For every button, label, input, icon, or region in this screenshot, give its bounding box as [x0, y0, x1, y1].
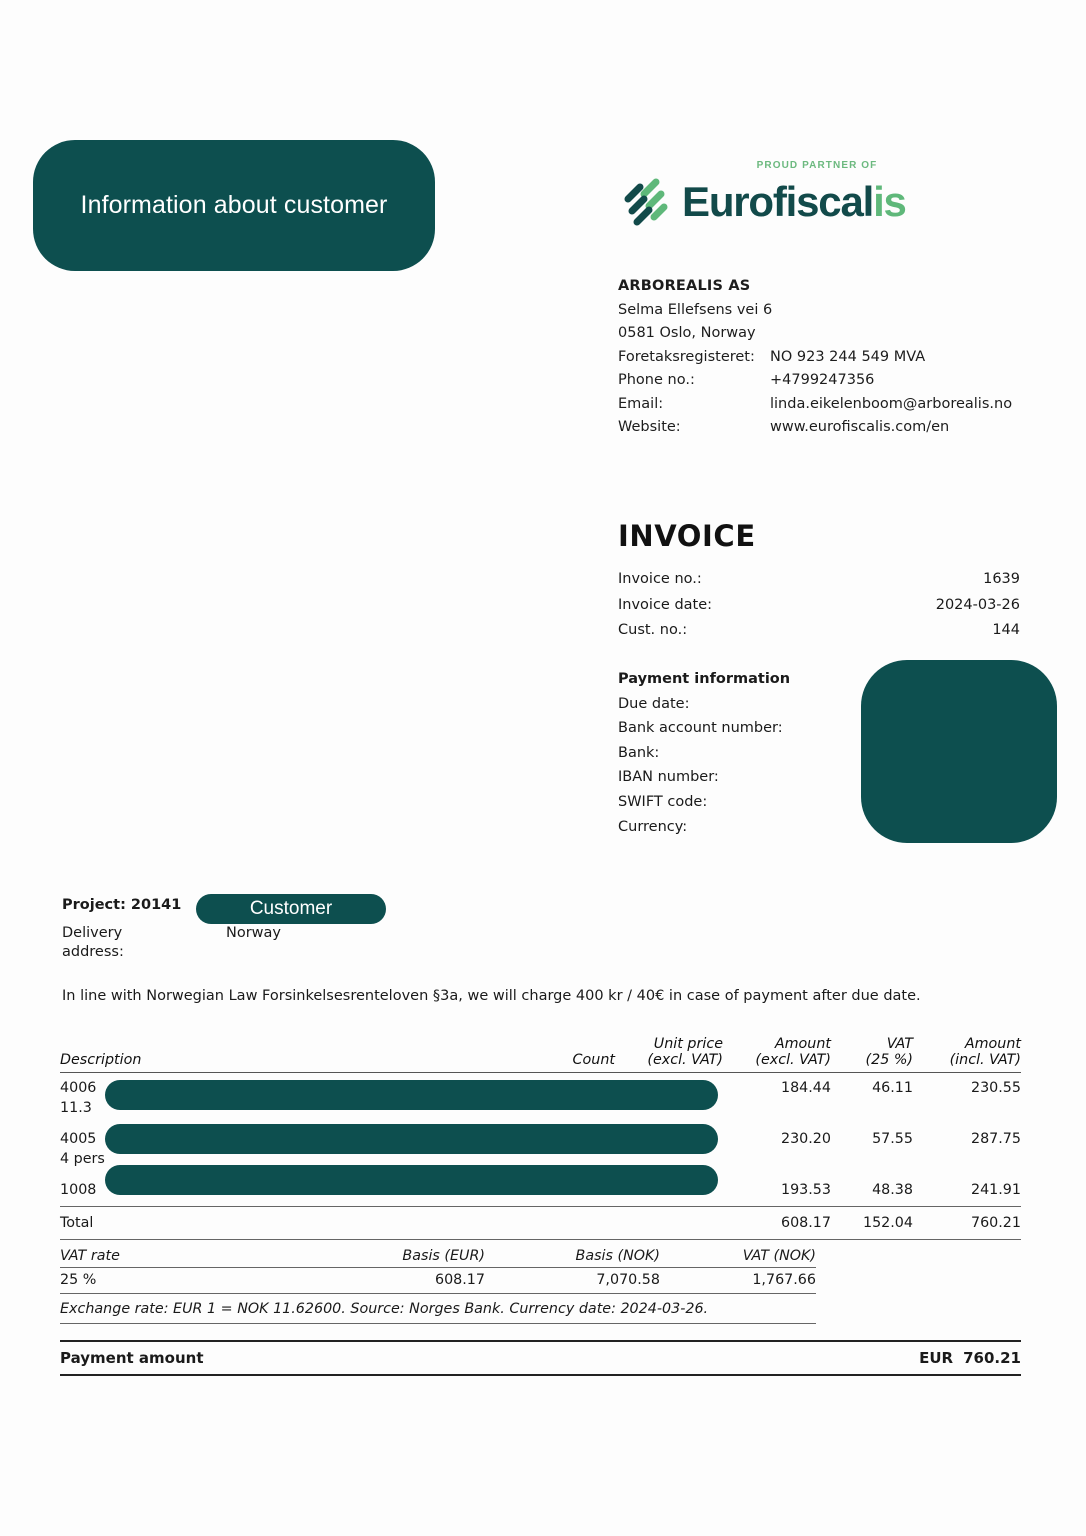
- payment-amount-bar: [60, 1340, 1021, 1376]
- invoice-number-row: [618, 567, 1020, 593]
- company-phone-row: [618, 369, 1038, 393]
- vat-table-body: [60, 1268, 816, 1294]
- page-title: INVOICE: [618, 519, 756, 553]
- brand-wordmark: [682, 178, 906, 225]
- header-amount-excl-line2: (excl. VAT): [755, 1052, 831, 1068]
- header-unit-price: [615, 1036, 723, 1073]
- delivery-address-label-line2: address:: [62, 944, 124, 960]
- payment-information-heading: Payment information: [618, 671, 791, 687]
- company-registry-value: NO 923 244 549 MVA: [770, 348, 926, 365]
- company-email-value: linda.eikelenboom@arborealis.no: [770, 395, 1013, 412]
- vat-table-foot: [60, 1294, 816, 1324]
- items-table-head: [60, 1036, 1021, 1073]
- redaction-item-3-description: [105, 1165, 718, 1195]
- company-registry-row: [618, 346, 1038, 370]
- total-amount-excl-vat: 608.17: [780, 1215, 831, 1231]
- header-vat-line1: VAT: [886, 1036, 913, 1052]
- header-amount-excl-vat: [723, 1036, 831, 1073]
- company-email-row: [618, 393, 1038, 417]
- late-payment-legal-note: In line with Norwegian Law Forsinkelsesrenteloven §3a, we will charge 400 kr / 40€ in case of payment after due date.: [62, 988, 921, 1004]
- callout-customer: [196, 894, 386, 924]
- vat-header-row: [60, 1248, 816, 1268]
- header-vat: [831, 1036, 913, 1073]
- eurofiscalis-dashes-icon: [618, 177, 674, 227]
- company-phone-value: +4799247356: [770, 372, 875, 388]
- iban-number-label: IBAN number:: [618, 769, 719, 786]
- customer-number-row: [618, 618, 1020, 644]
- row-description-line2: 4 pers: [60, 1151, 105, 1167]
- due-date-label: Due date:: [618, 695, 690, 712]
- payment-amount-label: Payment amount: [60, 1349, 204, 1367]
- company-website-value: www.eurofiscalis.com/en: [770, 419, 950, 435]
- delivery-address-value: Norway: [226, 925, 282, 941]
- total-unit-price: [615, 1207, 723, 1240]
- company-website-row: [618, 416, 1038, 440]
- company-city: 0581 Oslo, Norway: [618, 325, 756, 341]
- header-description: Description: [60, 1052, 142, 1068]
- invoice-number-value: 1639: [983, 571, 1020, 587]
- currency-label: Currency:: [618, 818, 688, 835]
- header-vat-line2: (25 %): [865, 1052, 913, 1068]
- company-registry-label: Foretaksregisteret:: [618, 348, 755, 365]
- callout-information-about-customer: [33, 140, 435, 271]
- row-vat: 48.38: [872, 1182, 913, 1198]
- items-table-foot: [60, 1207, 1021, 1240]
- row-vat: 46.11: [872, 1080, 913, 1096]
- payment-amount-value: 760.21: [963, 1349, 1021, 1367]
- redaction-payment-details: [861, 660, 1057, 843]
- row-amount-incl-vat: 230.55: [970, 1080, 1021, 1096]
- company-phone-label: Phone no.:: [618, 372, 695, 388]
- header-amount-incl-line1: Amount: [964, 1036, 1021, 1052]
- bank-account-number-label: Bank account number:: [618, 720, 783, 737]
- redaction-item-1-description: [105, 1080, 718, 1110]
- row-amount-incl-vat: 241.91: [970, 1182, 1021, 1198]
- invoice-date-row: [618, 593, 1020, 619]
- payment-amount-currency: EUR: [919, 1349, 954, 1367]
- vat-header-rate: VAT rate: [60, 1248, 120, 1264]
- row-amount-excl-vat: 230.20: [780, 1131, 831, 1147]
- total-count: [543, 1207, 615, 1240]
- items-total-row: [60, 1207, 1021, 1240]
- vat-header-vat-nok: VAT (NOK): [742, 1248, 816, 1264]
- proud-partner-label: PROUD PARTNER OF: [756, 160, 878, 171]
- vat-table-head: [60, 1248, 816, 1268]
- bank-label: Bank:: [618, 744, 660, 761]
- vat-summary-table: [60, 1248, 816, 1324]
- row-description-line1: 4006: [60, 1080, 97, 1096]
- total-amount-incl-vat: 760.21: [970, 1215, 1021, 1231]
- callout-customer-label: Customer: [249, 898, 333, 919]
- invoice-date-label: Invoice date:: [618, 596, 713, 613]
- brand-logo: [618, 160, 1028, 227]
- vat-row: [60, 1268, 816, 1294]
- company-email-label: Email:: [618, 395, 664, 412]
- row-description-line2: 11.3: [60, 1100, 92, 1116]
- vat-row-vat-nok: 1,767.66: [752, 1272, 816, 1288]
- customer-number-label: Cust. no.:: [618, 622, 688, 638]
- invoice-meta: [618, 567, 1020, 644]
- company-name: ARBOREALIS AS: [618, 278, 751, 294]
- company-details: [618, 275, 1038, 440]
- header-amount-excl-line1: Amount: [774, 1036, 831, 1052]
- vat-header-basis-eur: Basis (EUR): [402, 1248, 485, 1264]
- invoice-number-label: Invoice no.:: [618, 571, 702, 587]
- vat-header-basis-nok: Basis (NOK): [575, 1248, 660, 1264]
- row-amount-incl-vat: 287.75: [970, 1131, 1021, 1147]
- row-description-line1: 1008: [60, 1182, 97, 1198]
- delivery-address-label-line1: Delivery: [62, 925, 123, 941]
- project-line: Project: 20141: [62, 897, 182, 913]
- customer-number-value: 144: [992, 622, 1020, 638]
- row-amount-excl-vat: 193.53: [780, 1182, 831, 1198]
- header-unit-price-line2: (excl. VAT): [647, 1052, 723, 1068]
- row-description-line1: 4005: [60, 1131, 97, 1147]
- items-header-row: [60, 1036, 1021, 1073]
- brand-wordmark-suffix: is: [873, 178, 906, 225]
- delivery-address-label: [62, 924, 182, 962]
- callout-information-label: Information about customer: [80, 191, 388, 219]
- brand-wordmark-main: Eurofiscal: [682, 178, 874, 225]
- vat-row-basis-nok: 7,070.58: [596, 1272, 660, 1288]
- total-label: Total: [60, 1215, 94, 1231]
- row-amount-excl-vat: 184.44: [780, 1080, 831, 1096]
- total-vat: 152.04: [862, 1215, 913, 1231]
- exchange-rate-row: [60, 1294, 816, 1324]
- payment-amount-value-group: [919, 1349, 1021, 1367]
- header-unit-price-line1: Unit price: [653, 1036, 723, 1052]
- company-website-label: Website:: [618, 419, 681, 435]
- vat-row-rate: 25 %: [60, 1272, 97, 1288]
- vat-row-basis-eur: 608.17: [434, 1272, 485, 1288]
- exchange-rate-note: Exchange rate: EUR 1 = NOK 11.62600. Source: Norges Bank. Currency date: 2024-03-26.: [60, 1301, 709, 1317]
- invoice-date-value: 2024-03-26: [935, 596, 1020, 613]
- header-count: Count: [572, 1052, 615, 1068]
- swift-code-label: SWIFT code:: [618, 793, 708, 810]
- redaction-item-2-description: [105, 1124, 718, 1154]
- header-amount-incl-line2: (incl. VAT): [949, 1052, 1021, 1068]
- row-vat: 57.55: [872, 1131, 913, 1147]
- company-street: Selma Ellefsens vei 6: [618, 301, 773, 318]
- header-amount-incl-vat: [913, 1036, 1021, 1073]
